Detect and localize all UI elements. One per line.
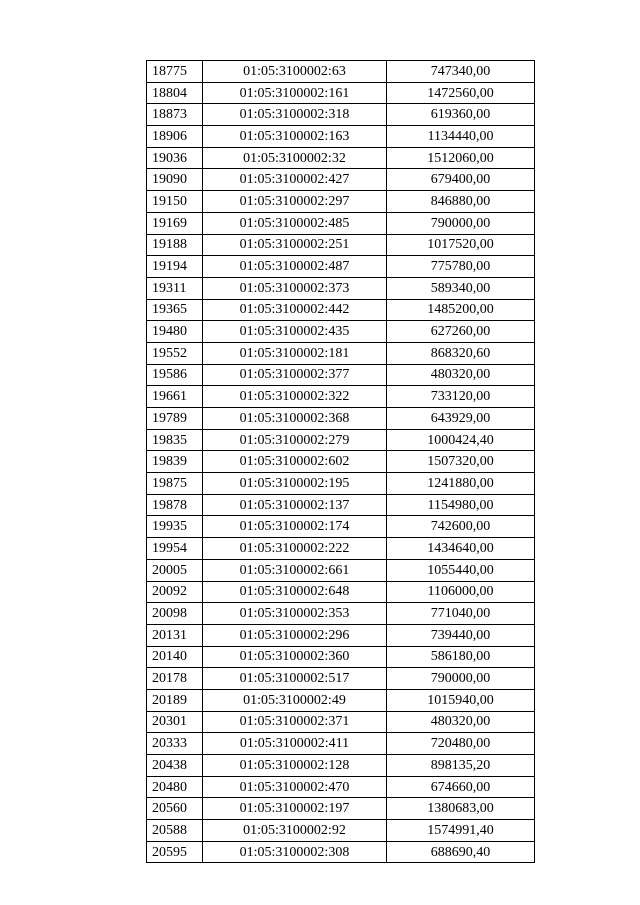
table-row	[147, 126, 535, 148]
cadastral-number-cell: 01:05:3100002:368	[203, 408, 387, 430]
row-number-cell: 19036	[147, 147, 203, 169]
row-number-cell: 19586	[147, 364, 203, 386]
row-number-cell: 19661	[147, 386, 203, 408]
table-row	[147, 733, 535, 755]
cadastral-value-cell: 898135,20	[387, 755, 535, 777]
cadastral-value-cell: 627260,00	[387, 321, 535, 343]
table-row	[147, 61, 535, 83]
table-row	[147, 646, 535, 668]
table-body	[147, 61, 535, 863]
cadastral-value-cell: 1434640,00	[387, 538, 535, 560]
row-number-cell: 19875	[147, 473, 203, 495]
table-row	[147, 451, 535, 473]
cadastral-number-cell: 01:05:3100002:137	[203, 494, 387, 516]
row-number-cell: 19878	[147, 494, 203, 516]
cadastral-number-cell: 01:05:3100002:32	[203, 147, 387, 169]
row-number-cell: 19954	[147, 538, 203, 560]
table-row	[147, 386, 535, 408]
cadastral-number-cell: 01:05:3100002:163	[203, 126, 387, 148]
cadastral-number-cell: 01:05:3100002:308	[203, 841, 387, 863]
cadastral-value-cell: 679400,00	[387, 169, 535, 191]
table-row	[147, 342, 535, 364]
table-row	[147, 538, 535, 560]
cadastral-number-cell: 01:05:3100002:485	[203, 212, 387, 234]
row-number-cell: 20595	[147, 841, 203, 863]
row-number-cell: 18873	[147, 104, 203, 126]
cadastral-number-cell: 01:05:3100002:661	[203, 559, 387, 581]
cadastral-number-cell: 01:05:3100002:297	[203, 191, 387, 213]
cadastral-number-cell: 01:05:3100002:181	[203, 342, 387, 364]
cadastral-value-cell: 1485200,00	[387, 299, 535, 321]
table-row	[147, 668, 535, 690]
row-number-cell: 19311	[147, 277, 203, 299]
cadastral-value-cell: 720480,00	[387, 733, 535, 755]
table-row	[147, 429, 535, 451]
cadastral-number-cell: 01:05:3100002:296	[203, 624, 387, 646]
cadastral-value-cell: 733120,00	[387, 386, 535, 408]
cadastral-number-cell: 01:05:3100002:279	[203, 429, 387, 451]
row-number-cell: 20140	[147, 646, 203, 668]
row-number-cell: 20480	[147, 776, 203, 798]
cadastral-number-cell: 01:05:3100002:322	[203, 386, 387, 408]
cadastral-value-cell: 674660,00	[387, 776, 535, 798]
row-number-cell: 19194	[147, 256, 203, 278]
table-row	[147, 234, 535, 256]
cadastral-value-cell: 586180,00	[387, 646, 535, 668]
cadastral-number-cell: 01:05:3100002:128	[203, 755, 387, 777]
cadastral-value-table	[146, 60, 535, 863]
table-row	[147, 711, 535, 733]
cadastral-number-cell: 01:05:3100002:222	[203, 538, 387, 560]
table-row	[147, 559, 535, 581]
row-number-cell: 20333	[147, 733, 203, 755]
cadastral-number-cell: 01:05:3100002:353	[203, 603, 387, 625]
cadastral-value-cell: 790000,00	[387, 212, 535, 234]
cadastral-value-cell: 1380683,00	[387, 798, 535, 820]
row-number-cell: 19552	[147, 342, 203, 364]
row-number-cell: 19090	[147, 169, 203, 191]
row-number-cell: 20588	[147, 820, 203, 842]
cadastral-number-cell: 01:05:3100002:373	[203, 277, 387, 299]
cadastral-value-cell: 1000424,40	[387, 429, 535, 451]
table-row	[147, 191, 535, 213]
row-number-cell: 20131	[147, 624, 203, 646]
table-row	[147, 277, 535, 299]
cadastral-number-cell: 01:05:3100002:371	[203, 711, 387, 733]
row-number-cell: 18804	[147, 82, 203, 104]
cadastral-number-cell: 01:05:3100002:411	[203, 733, 387, 755]
table-row	[147, 321, 535, 343]
cadastral-value-cell: 1512060,00	[387, 147, 535, 169]
row-number-cell: 20438	[147, 755, 203, 777]
cadastral-value-cell: 480320,00	[387, 711, 535, 733]
cadastral-value-cell: 1106000,00	[387, 581, 535, 603]
row-number-cell: 19480	[147, 321, 203, 343]
table-row	[147, 169, 535, 191]
cadastral-value-cell: 589340,00	[387, 277, 535, 299]
cadastral-value-cell: 775780,00	[387, 256, 535, 278]
row-number-cell: 19188	[147, 234, 203, 256]
cadastral-number-cell: 01:05:3100002:360	[203, 646, 387, 668]
table-row	[147, 689, 535, 711]
cadastral-value-cell: 846880,00	[387, 191, 535, 213]
cadastral-number-cell: 01:05:3100002:435	[203, 321, 387, 343]
cadastral-number-cell: 01:05:3100002:318	[203, 104, 387, 126]
cadastral-value-cell: 1154980,00	[387, 494, 535, 516]
cadastral-value-cell: 790000,00	[387, 668, 535, 690]
row-number-cell: 19839	[147, 451, 203, 473]
row-number-cell: 20178	[147, 668, 203, 690]
row-number-cell: 19365	[147, 299, 203, 321]
cadastral-value-cell: 771040,00	[387, 603, 535, 625]
table-row	[147, 820, 535, 842]
cadastral-value-cell: 868320,60	[387, 342, 535, 364]
row-number-cell: 19169	[147, 212, 203, 234]
table-row	[147, 494, 535, 516]
row-number-cell: 19150	[147, 191, 203, 213]
cadastral-number-cell: 01:05:3100002:377	[203, 364, 387, 386]
cadastral-number-cell: 01:05:3100002:63	[203, 61, 387, 83]
row-number-cell: 20301	[147, 711, 203, 733]
cadastral-number-cell: 01:05:3100002:648	[203, 581, 387, 603]
cadastral-number-cell: 01:05:3100002:517	[203, 668, 387, 690]
row-number-cell: 20098	[147, 603, 203, 625]
cadastral-value-cell: 1574991,40	[387, 820, 535, 842]
cadastral-value-cell: 1015940,00	[387, 689, 535, 711]
table-row	[147, 841, 535, 863]
cadastral-value-cell: 742600,00	[387, 516, 535, 538]
row-number-cell: 20092	[147, 581, 203, 603]
cadastral-value-cell: 643929,00	[387, 408, 535, 430]
row-number-cell: 20560	[147, 798, 203, 820]
table-row	[147, 776, 535, 798]
row-number-cell: 19835	[147, 429, 203, 451]
cadastral-value-cell: 480320,00	[387, 364, 535, 386]
cadastral-number-cell: 01:05:3100002:602	[203, 451, 387, 473]
row-number-cell: 18906	[147, 126, 203, 148]
cadastral-value-cell: 1241880,00	[387, 473, 535, 495]
row-number-cell: 18775	[147, 61, 203, 83]
cadastral-value-cell: 1055440,00	[387, 559, 535, 581]
cadastral-number-cell: 01:05:3100002:92	[203, 820, 387, 842]
table-row	[147, 212, 535, 234]
table-row	[147, 256, 535, 278]
table-row	[147, 624, 535, 646]
cadastral-value-cell: 1472560,00	[387, 82, 535, 104]
cadastral-number-cell: 01:05:3100002:470	[203, 776, 387, 798]
cadastral-value-cell: 739440,00	[387, 624, 535, 646]
cadastral-number-cell: 01:05:3100002:174	[203, 516, 387, 538]
table-row	[147, 603, 535, 625]
cadastral-value-cell: 1017520,00	[387, 234, 535, 256]
cadastral-value-cell: 747340,00	[387, 61, 535, 83]
row-number-cell: 20005	[147, 559, 203, 581]
cadastral-number-cell: 01:05:3100002:427	[203, 169, 387, 191]
cadastral-value-cell: 688690,40	[387, 841, 535, 863]
cadastral-number-cell: 01:05:3100002:487	[203, 256, 387, 278]
table-row	[147, 755, 535, 777]
cadastral-number-cell: 01:05:3100002:442	[203, 299, 387, 321]
row-number-cell: 19789	[147, 408, 203, 430]
cadastral-number-cell: 01:05:3100002:161	[203, 82, 387, 104]
cadastral-number-cell: 01:05:3100002:195	[203, 473, 387, 495]
cadastral-number-cell: 01:05:3100002:251	[203, 234, 387, 256]
row-number-cell: 20189	[147, 689, 203, 711]
table-row	[147, 798, 535, 820]
table-row	[147, 581, 535, 603]
table-row	[147, 408, 535, 430]
row-number-cell: 19935	[147, 516, 203, 538]
cadastral-value-cell: 1134440,00	[387, 126, 535, 148]
table-row	[147, 364, 535, 386]
cadastral-value-cell: 1507320,00	[387, 451, 535, 473]
table-row	[147, 104, 535, 126]
table-row	[147, 147, 535, 169]
cadastral-number-cell: 01:05:3100002:49	[203, 689, 387, 711]
cadastral-number-cell: 01:05:3100002:197	[203, 798, 387, 820]
table-row	[147, 82, 535, 104]
table-row	[147, 473, 535, 495]
cadastral-value-cell: 619360,00	[387, 104, 535, 126]
table-row	[147, 299, 535, 321]
table-row	[147, 516, 535, 538]
